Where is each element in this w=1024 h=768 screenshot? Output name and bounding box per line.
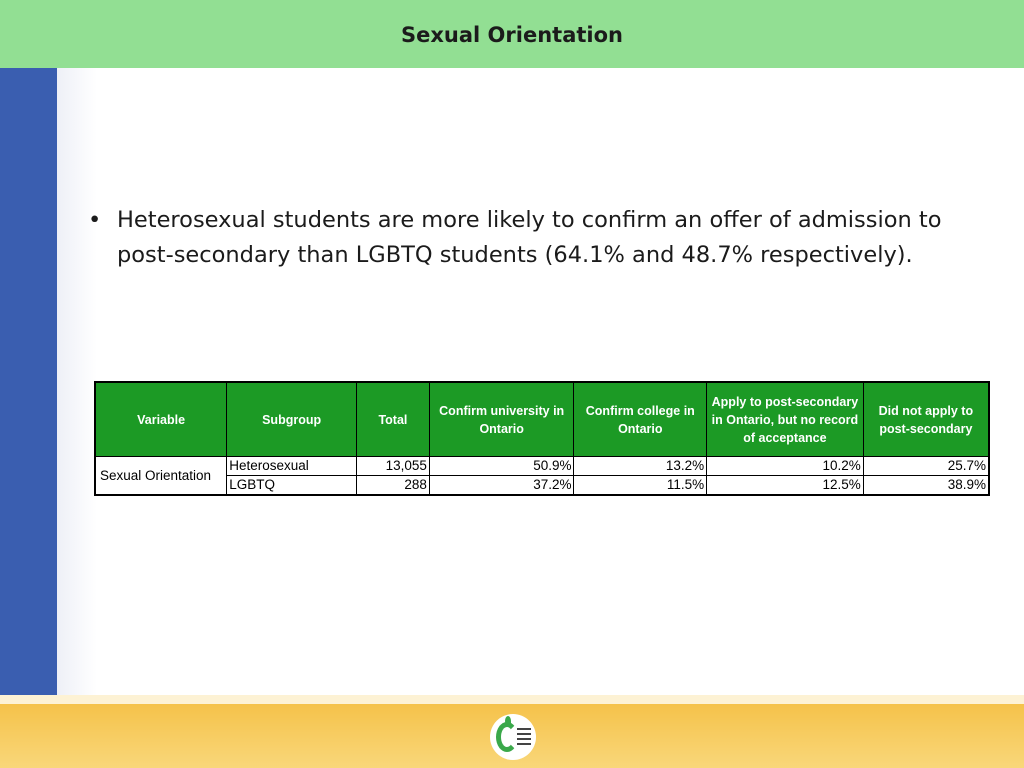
logo-leaf-shape (505, 716, 511, 726)
header-confirm-university: Confirm university in Ontario (429, 382, 574, 457)
footer-highlight (0, 695, 1024, 704)
logo-text-lines (517, 728, 531, 748)
table-header-row (95, 382, 989, 457)
variable-cell: Sexual Orientation (95, 457, 227, 496)
subgroup-cell: Heterosexual (227, 457, 357, 476)
no-record-cell: 12.5% (707, 476, 864, 496)
bullet-text: Heterosexual students are more likely to confirm an offer of admission to post-secondary than LGBTQ students (64.1% and 48.7% respectively). (117, 207, 942, 268)
header-confirm-college: Confirm college in Ontario (574, 382, 707, 457)
total-cell: 13,055 (357, 457, 430, 476)
no-record-cell: 10.2% (707, 457, 864, 476)
table-row (95, 476, 989, 496)
bullet-marker: • (88, 207, 102, 233)
left-accent-bar (0, 68, 57, 695)
header-variable: Variable (95, 382, 227, 457)
results-table (94, 381, 990, 496)
left-shade (57, 68, 97, 695)
header-subgroup: Subgroup (227, 382, 357, 457)
header-applied-no-record: Apply to post-secondary in Ontario, but no record of acceptance (707, 382, 864, 457)
not-applied-cell: 38.9% (863, 476, 989, 496)
university-cell: 50.9% (429, 457, 574, 476)
subgroup-cell: LGBTQ (227, 476, 357, 496)
university-cell: 37.2% (429, 476, 574, 496)
college-cell: 13.2% (574, 457, 707, 476)
header-total: Total (357, 382, 430, 457)
table-row (95, 457, 989, 476)
total-cell: 288 (357, 476, 430, 496)
header-did-not-apply: Did not apply to post-secondary (863, 382, 989, 457)
slide-title: Sexual Orientation (401, 23, 623, 47)
college-cell: 11.5% (574, 476, 707, 496)
logo-c-shape (496, 722, 518, 752)
not-applied-cell: 25.7% (863, 457, 989, 476)
school-board-logo-icon (490, 714, 536, 760)
